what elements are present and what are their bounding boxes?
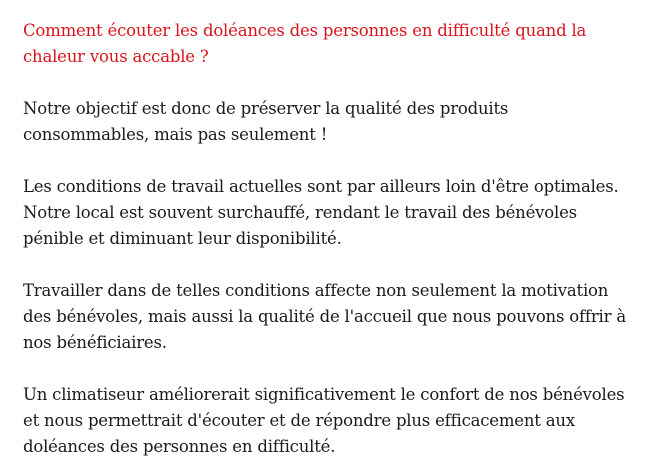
paragraph-motivation: Travailler dans de telles conditions affecte non seulement la motivation des bénévoles, mais aussi la qualité de l'accueil que nous pouvons offrir à nos bénéficiaires. — [23, 281, 626, 352]
article-body — [23, 18, 633, 460]
paragraph-air-conditioner: Un climatiseur améliorerait significativement le confort de nos bénévoles et nous permettrait d'écouter et de répondre plus efficacement aux doléances des personnes en difficulté. — [23, 385, 625, 456]
paragraph-work-conditions: Les conditions de travail actuelles sont par ailleurs loin d'être optimales. Notre local est souvent surchauffé, rendant le travail des bénévoles pénible et diminuant leur disponibilité. — [23, 177, 619, 248]
paragraph-objective: Notre objectif est donc de préserver la qualité des produits consommables, mais pas seulement ! — [23, 99, 509, 144]
article-heading: Comment écouter les doléances des personnes en difficulté quand la chaleur vous accable ? — [23, 21, 587, 66]
